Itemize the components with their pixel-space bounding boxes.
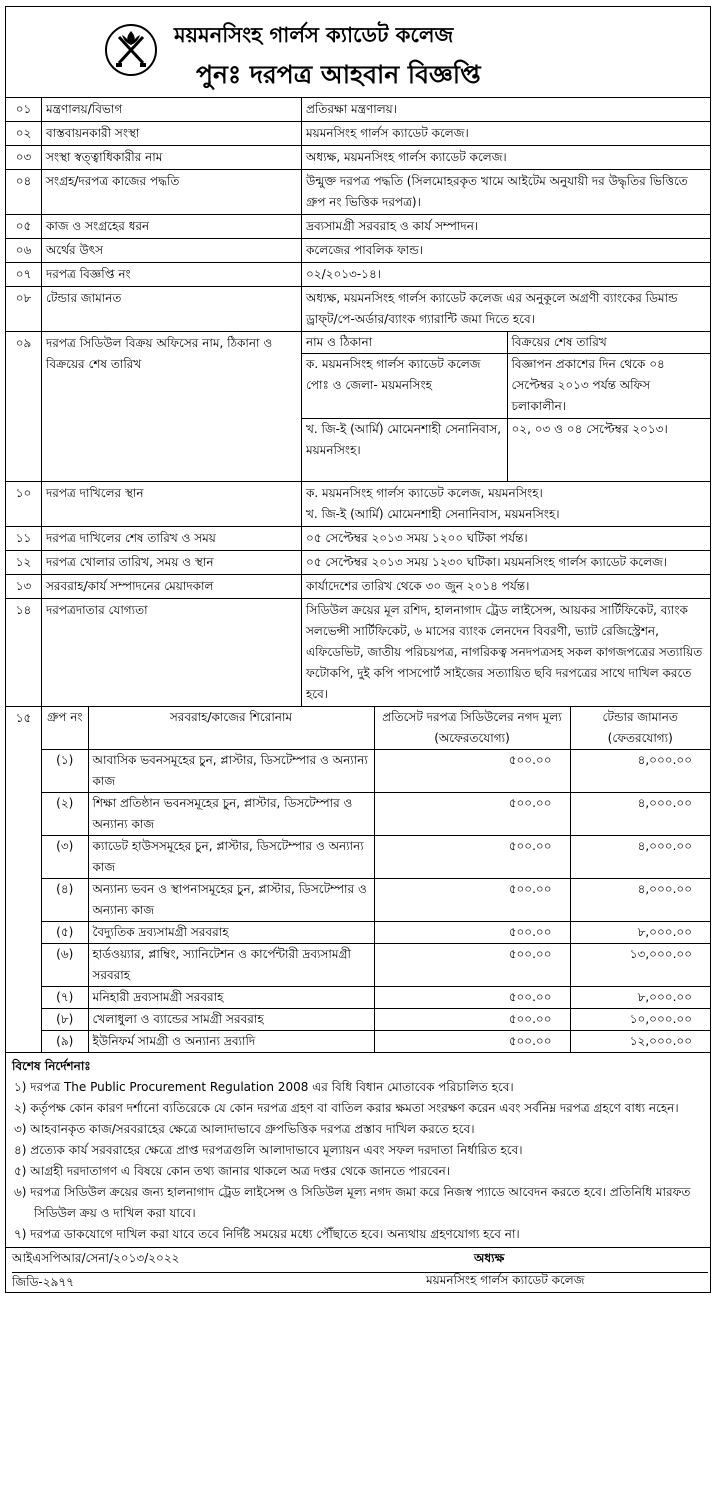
row-number: ০৭ xyxy=(6,263,42,287)
row-number: ১৪ xyxy=(6,599,42,707)
tender-deposit: ১০,০০০.০০ xyxy=(570,1009,710,1031)
tender-deposit: ১২,০০০.০০ xyxy=(570,1031,710,1053)
table-row xyxy=(6,146,711,170)
row-label: দরপত্র বিজ্ঞপ্তি নং xyxy=(42,263,302,287)
tender-deposit: ৪,০০০.০০ xyxy=(570,879,710,922)
column-header: বিক্রয়ের শেষ তারিখ xyxy=(507,332,710,354)
schedule-price: ৫০০.০০ xyxy=(374,1009,570,1031)
row-label: দরপত্র দাখিলের শেষ তারিখ ও সময় xyxy=(42,527,302,551)
work-title: বৈদ্যুতিক দ্রব্যসামগ্রী সরবরাহ xyxy=(88,922,374,944)
row-value: ০২/২০১৩-১৪। xyxy=(302,263,711,287)
sale-office-name: ক. ময়মনসিংহ গার্লস ক্যাডেট কলেজ পোঃ ও জেলা- ময়মনসিংহ xyxy=(302,354,507,419)
table-row xyxy=(6,599,711,707)
table-row xyxy=(6,551,711,575)
schedule-row xyxy=(42,922,710,944)
college-emblem-icon xyxy=(104,23,158,77)
special-instructions xyxy=(5,1053,711,1248)
gd-number: জিডি-২৯৭৭ xyxy=(12,1272,708,1294)
work-title: মনিহারী দ্রব্যসামগ্রী সরবরাহ xyxy=(88,987,374,1009)
schedule-price: ৫০০.০০ xyxy=(374,1031,570,1053)
sale-last-date: বিজ্ঞাপন প্রকাশের দিন থেকে ০৪ সেপ্টেম্বর ২০১৩ পর্যন্ত অফিস চলাকালীন। xyxy=(507,354,710,419)
signatory-organization: ময়মনসিংহ গার্লস ক্যাডেট কলেজ xyxy=(426,1273,585,1287)
group-number: (৪) xyxy=(42,879,88,922)
submission-place-cell xyxy=(302,482,711,527)
column-header: প্রতিসেট দরপত্র সিডিউলের নগদ মূল্য (অফেরতযোগ্য) xyxy=(374,707,570,750)
table-row xyxy=(6,170,711,215)
row-label: অর্থের উৎস xyxy=(42,239,302,263)
row-label: দরপত্র সিডিউল বিক্রয় অফিসের নাম, ঠিকানা ও বিক্রয়ের শেষ তারিখ xyxy=(42,332,302,482)
notice-header xyxy=(5,6,711,97)
row-value: কলেজের পাবলিক ফান্ড। xyxy=(302,239,711,263)
tender-deposit: ৮,০০০.০০ xyxy=(570,987,710,1009)
schedule-price: ৫০০.০০ xyxy=(374,879,570,922)
row-value: সিডিউল ক্রয়ের মূল রশিদ, হালনাগাদ ট্রেড লাইসেন্স, আয়কর সার্টিফিকেট, ব্যাংক সলভেন্সী সার্টিফিকেট, ৬ মাসের ব্যাংক লেনদেন বিবরণী, ভ্যাট রেজিস্ট্রেশন, এফিডেভিট, জাতীয় পরিচয়পত্র, নাগরিকত্ব সনদপত্রসহ সকল কাগজপত্রের সত্যায়িত ফটোকপি, দুই কপি পাসপোর্ট সাইজের সত্যায়িত ছবি দরপত্রের সাথে দাখিল করতে হবে। xyxy=(302,599,711,707)
group-number: (৫) xyxy=(42,922,88,944)
work-title: ক্যাডেট হাউসসমূহের চুন, প্লাস্টার, ডিসটেম্পার ও অন্যান্য কাজ xyxy=(88,836,374,879)
row-number: ০৮ xyxy=(6,287,42,332)
sale-office-table xyxy=(302,332,710,481)
schedule-price: ৫০০.০০ xyxy=(374,836,570,879)
row-label: সংস্থা স্বত্ত্বাধিকারীর নাম xyxy=(42,146,302,170)
row-value: ময়মনসিংহ গার্লস ক্যাডেট কলেজ। xyxy=(302,122,711,146)
schedule-row xyxy=(42,1031,710,1053)
row-label: কাজ ও সংগ্রহের ধরন xyxy=(42,215,302,239)
row-label: মন্ত্রণালয়/বিভাগ xyxy=(42,98,302,122)
group-number: (৮) xyxy=(42,1009,88,1031)
work-title: হার্ডওয়্যার, প্লাম্বিং, স্যানিটেশন ও কার্পেন্টারী দ্রব্যসামগ্রী সরবরাহ xyxy=(88,944,374,987)
row-number: ০২ xyxy=(6,122,42,146)
tender-deposit: ৪,০০০.০০ xyxy=(570,793,710,836)
instruction-item: ৩) আহবানকৃত কাজ/সরবরাহের ক্ষেত্রে আলাদাভাবে গ্রুপভিত্তিক দরপত্র প্রস্তাব দাখিল করতে হবে। xyxy=(14,1122,475,1136)
group-number: (৭) xyxy=(42,987,88,1009)
group-number: (৯) xyxy=(42,1031,88,1053)
row-number: ১২ xyxy=(6,551,42,575)
sale-office-name: খ. জি-ই (আর্মি) মোমেনশাহী সেনানিবাস, ময়মনসিংহ। xyxy=(302,419,507,482)
row-number: ০৯ xyxy=(6,332,42,482)
work-title: অন্যান্য ভবন ও স্থাপনাসমূহের চুন, প্লাস্টার, ডিসটেম্পার ও অন্যান্য কাজ xyxy=(88,879,374,922)
row-label: সংগ্রহ/দরপত্র কাজের পদ্ধতি xyxy=(42,170,302,215)
schedule-cell xyxy=(42,707,711,1053)
column-header: টেন্ডার জামানত (ফেতরযোগ্য) xyxy=(570,707,710,750)
notice-footer xyxy=(5,1248,711,1293)
schedule-row xyxy=(42,987,710,1009)
row-label: টেন্ডার জামানত xyxy=(42,287,302,332)
table-row xyxy=(6,122,711,146)
row-number: ০৫ xyxy=(6,215,42,239)
submission-place: ক. ময়মনসিংহ গার্লস ক্যাডেট কলেজ, ময়মনসিংহ। xyxy=(306,486,543,500)
row-number: ১৩ xyxy=(6,575,42,599)
table-row xyxy=(6,215,711,239)
schedule-price: ৫০০.০০ xyxy=(374,922,570,944)
row-value: ০৫ সেপ্টেম্বর ২০১৩ সময় ১২৩০ ঘটিকা। ময়মনসিংহ গার্লস ক্যাডেট কলেজ। xyxy=(302,551,711,575)
instruction-item: ৪) প্রত্যেক কার্য সরবরাহের ক্ষেত্রে প্রাপ্ত দরপত্রগুলি আলাদাভাবে মূল্যায়ন এবং সফল দরদাতা নির্ধারিত হবে। xyxy=(14,1143,523,1157)
row-number: ০৩ xyxy=(6,146,42,170)
schedule-row xyxy=(42,750,710,793)
row-value: উন্মুক্ত দরপত্র পদ্ধতি (সিলমোহরকৃত খামে আইটেম অনুযায়ী দর উদ্ধৃতির ভিত্তিতে গ্রুপ নং ভিত্তিক দরপত্র)। xyxy=(302,170,711,215)
signatory-title: অধ্যক্ষ xyxy=(474,1251,505,1265)
work-title: ইউনিফর্ম সামগ্রী ও অন্যান্য দ্রব্যাদি xyxy=(88,1031,374,1053)
row-number: ০৬ xyxy=(6,239,42,263)
ispr-reference: আইএসপিআর/সেনা/২০১৩/২০২২ xyxy=(12,1251,180,1265)
group-number: (১) xyxy=(42,750,88,793)
group-number: (৬) xyxy=(42,944,88,987)
work-title: খেলাধুলা ও ব্যান্ডের সামগ্রী সরবরাহ xyxy=(88,1009,374,1031)
tender-deposit: ৪,০০০.০০ xyxy=(570,836,710,879)
row-label: দরপত্র খোলার তারিখ, সময় ও স্থান xyxy=(42,551,302,575)
tender-details-table xyxy=(5,97,711,1053)
row-number: ১০ xyxy=(6,482,42,527)
notice-title: পুনঃ দরপত্র আহবান বিজ্ঞপ্তি xyxy=(196,60,481,89)
college-name-title: ময়মনসিংহ গার্লস ক্যাডেট কলেজ xyxy=(174,23,454,47)
schedule-row xyxy=(42,836,710,879)
table-row xyxy=(6,482,711,527)
tender-deposit: ৪,০০০.০০ xyxy=(570,750,710,793)
row-value: অধ্যক্ষ, ময়মনসিংহ গার্লস ক্যাডেট কলেজ। xyxy=(302,146,711,170)
schedule-row xyxy=(42,944,710,987)
row-value: প্রতিরক্ষা মন্ত্রণালয়। xyxy=(302,98,711,122)
instructions-heading: বিশেষ নির্দেশনাঃ xyxy=(12,1059,91,1073)
table-row xyxy=(6,263,711,287)
schedule-row xyxy=(42,879,710,922)
work-title: আবাসিক ভবনসমূহের চুন, প্লাস্টার, ডিসটেম্পার ও অন্যান্য কাজ xyxy=(88,750,374,793)
submission-place: খ. জি-ই (আর্মি) মোমেনশাহী সেনানিবাস, ময়মনসিংহ। xyxy=(306,507,560,521)
table-row xyxy=(6,287,711,332)
notice-page xyxy=(5,6,711,1293)
table-row xyxy=(6,98,711,122)
group-number: (৩) xyxy=(42,836,88,879)
instruction-item: ৬) দরপত্র সিডিউল ক্রয়ের জন্য হালনাগাদ ট্রেড লাইসেন্স ও সিডিউল মূল্য নগদ জমা করে নিজস্ব প্যাডে আবেদন করতে হবে। প্রতিনিধি মারফত সিডিউল ক্রয় ও দাখিল করা যাবে। xyxy=(14,1185,691,1220)
group-number: (২) xyxy=(42,793,88,836)
schedule-row xyxy=(42,793,710,836)
tender-deposit: ৮,০০০.০০ xyxy=(570,922,710,944)
row-number: ০১ xyxy=(6,98,42,122)
row-label: দরপত্র দাখিলের স্থান xyxy=(42,482,302,527)
row-value: ০৫ সেপ্টেম্বর ২০১৩ সময় ১২০০ ঘটিকা পর্যন্ত। xyxy=(302,527,711,551)
tender-deposit: ১৩,০০০.০০ xyxy=(570,944,710,987)
row-value: দ্রব্যসামগ্রী সরবরাহ ও কার্য সম্পাদন। xyxy=(302,215,711,239)
table-row xyxy=(6,332,711,482)
schedule-price: ৫০০.০০ xyxy=(374,793,570,836)
row-label: দরপত্রদাতার যোগ্যতা xyxy=(42,599,302,707)
table-row xyxy=(6,239,711,263)
row-number: ১১ xyxy=(6,527,42,551)
row-value: কার্যাদেশের তারিখ থেকে ৩০ জুন ২০১৪ পর্যন্ত। xyxy=(302,575,711,599)
work-title: শিক্ষা প্রতিষ্ঠান ভবনসমূহের চুন, প্লাস্টার, ডিসটেম্পার ও অন্যান্য কাজ xyxy=(88,793,374,836)
table-row xyxy=(6,527,711,551)
row-label: বাস্তবায়নকারী সংস্থা xyxy=(42,122,302,146)
group-schedule-table xyxy=(42,707,710,1052)
instruction-item: ৭) দরপত্র ডাকযোগে দাখিল করা যাবে তবে নির্দিষ্ট সময়ের মধ্যে পৌঁছাতে হবে। অন্যথায় গ্রহণযোগ্য হবে না। xyxy=(14,1227,520,1241)
table-row xyxy=(6,707,711,1053)
instruction-item: ২) কর্তৃপক্ষ কোন কারণ দর্শানো ব্যতিরেকে যে কোন দরপত্র গ্রহণ বা বাতিল করার ক্ষমতা সংরক্ষণ করেন এবং সর্বনিম্ন দরপত্র গ্রহণে বাধ্য নহেন। xyxy=(14,1101,679,1115)
row-number: ০৪ xyxy=(6,170,42,215)
column-header: গ্রুপ নং xyxy=(46,710,83,724)
column-header: নাম ও ঠিকানা xyxy=(306,335,373,349)
schedule-price: ৫০০.০০ xyxy=(374,987,570,1009)
row-value: অধ্যক্ষ, ময়মনসিংহ গার্লস ক্যাডেট কলেজ এর অনুকূলে অগ্রণী ব্যাংকের ডিমান্ড ড্রাফ্‌ট/পে-অর্ডার/ব্যাংক গ্যারান্টি জমা দিতে হবে। xyxy=(302,287,711,332)
sale-office-cell xyxy=(302,332,711,482)
schedule-price: ৫০০.০০ xyxy=(374,944,570,987)
schedule-row xyxy=(42,1009,710,1031)
table-row xyxy=(6,575,711,599)
sale-last-date: ০২, ০৩ ও ০৪ সেপ্টেম্বর ২০১৩। xyxy=(507,419,710,482)
instruction-item: ১) দরপত্র The Public Procurement Regulation 2008 এর বিধি বিধান মোতাবেক পরিচালিত হবে। xyxy=(14,1080,514,1094)
row-number: ১৫ xyxy=(6,707,42,1053)
column-header: সরবরাহ/কাজের শিরোনাম xyxy=(88,707,374,750)
instruction-item: ৫) আগ্রহী দরদাতাগণ এ বিষয়ে কোন তথ্য জানার থাকলে অত্র দপ্তর থেকে জানতে পারবেন। xyxy=(14,1164,451,1178)
row-label: সরবরাহ/কার্য সম্পাদনের মেয়াদকাল xyxy=(42,575,302,599)
schedule-price: ৫০০.০০ xyxy=(374,750,570,793)
